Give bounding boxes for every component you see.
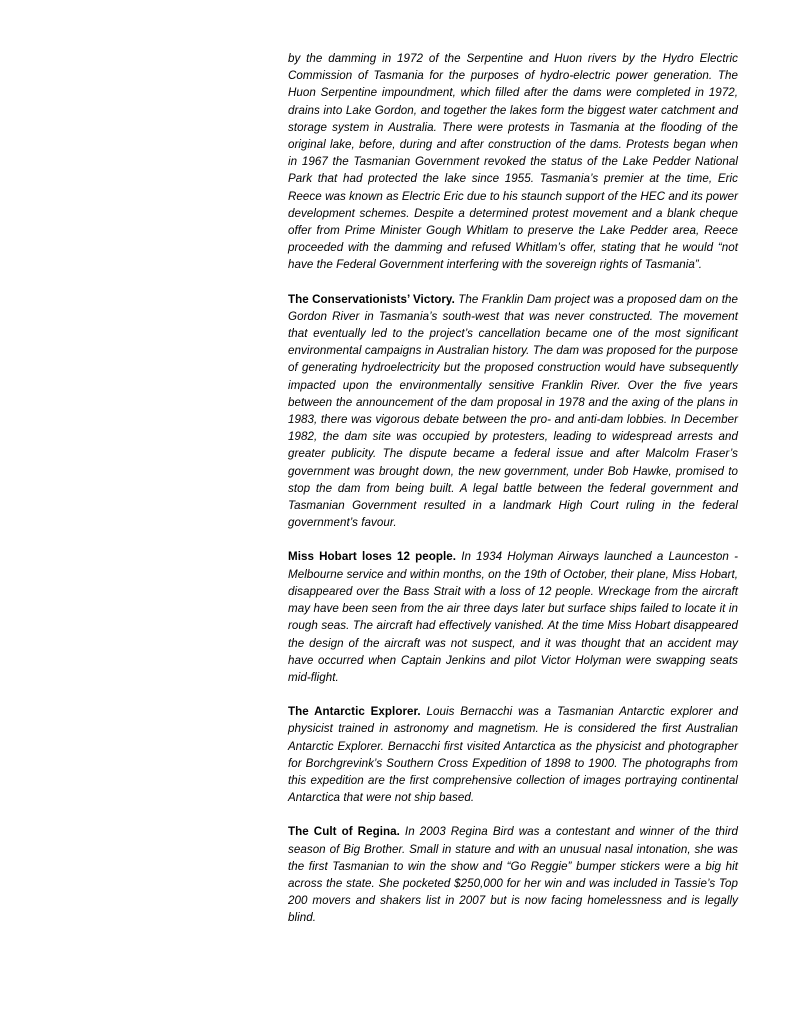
paragraph-lake-pedder	[288, 50, 738, 274]
paragraph-lead-in: The Conservationists’ Victory.	[288, 292, 455, 306]
paragraph-conservationists-victory	[288, 291, 738, 532]
paragraph-text: Louis Bernacchi was a Tasmanian Antarctic explorer and physicist trained in astronomy and magnetism. He is considered the first Australian Antarctic Explorer. Bernacchi first visited Antarctica as the physicist and photographer for Borchgrevink’s Southern Cross Expedition of 1898 to 1900. The photographs from this expedition are the first comprehensive collection of images portraying continental Antarctica that were not ship based.	[288, 705, 738, 805]
paragraph-miss-hobart	[288, 548, 738, 686]
paragraph-text: by the damming in 1972 of the Serpentine and Huon rivers by the Hydro Electric Commission of Tasmania for the purposes of hydro-electric power generation. The Huon Serpentine impoundment, which filled after the dams were completed in 1972, drains into Lake Gordon, and together the lakes form the biggest water catchment and storage system in Australia. There were protests in Tasmania at the flooding of the original lake, before, during and after construction of the dams. Protests began when in 1967 the Tasmanian Government revoked the status of the Lake Pedder National Park that had protected the lake since 1955. Tasmania’s premier at the time, Eric Reece was known as Electric Eric due to his staunch support of the HEC and its power development schemes. Despite a determined protest movement and a blank cheque offer from Prime Minister Gough Whitlam to preserve the Lake Pedder area, Reece proceeded with the damming and refused Whitlam’s offer, stating that he would “not have the Federal Government interfering with the sovereign rights of Tasmania”.	[288, 52, 738, 272]
paragraph-text: In 2003 Regina Bird was a contestant and winner of the third season of Big Brother. Small in stature and with an unusual nasal intonation, she was the first Tasmanian to win the show and “Go Reggie” bumper stickers were a big hit across the state. She pocketed $250,000 for her win and was included in Tassie’s Top 200 movers and shakers list in 2007 but is now facing homelessness and is legally blind.	[288, 825, 738, 925]
paragraph-text: The Franklin Dam project was a proposed dam on the Gordon River in Tasmania’s south-west that was never constructed. The movement that eventually led to the project’s cancellation became one of the most significant environmental campaigns in Australian history. The dam was proposed for the purpose of generating hydroelectricity but the proposed construction would have subsequently impacted upon the environmentally sensitive Franklin River. Over the five years between the announcement of the dam proposal in 1978 and the axing of the plans in 1983, there was vigorous debate between the pro- and anti-dam lobbies. In December 1982, the dam site was occupied by protesters, leading to widespread arrests and greater publicity. The dispute became a federal issue and after Malcolm Fraser’s government was brought down, the new government, under Bob Hawke, promised to stop the dam from being built. A legal battle between the federal government and Tasmanian Government resulted in a landmark High Court ruling in the federal government’s favour.	[288, 292, 738, 530]
paragraph-cult-of-regina	[288, 823, 738, 926]
paragraph-lead-in: The Cult of Regina.	[288, 825, 400, 839]
paragraph-text: In 1934 Holyman Airways launched a Launceston - Melbourne service and within months, on the 19th of October, their plane, Miss Hobart, disappeared over the Bass Strait with a loss of 12 people. Wreckage from the aircraft may have been seen from the air three days later but surface ships failed to locate it in rough seas. The aircraft had effectively vanished. At the time Miss Hobart disappeared the design of the aircraft was not suspect, and it was thought that an accident may have occurred when Captain Jenkins and pilot Victor Holyman were swapping seats mid-flight.	[288, 550, 738, 684]
paragraph-lead-in: The Antarctic Explorer.	[288, 705, 421, 719]
paragraph-lead-in: Miss Hobart loses 12 people.	[288, 550, 457, 564]
paragraph-antarctic-explorer	[288, 703, 738, 806]
page-body-text	[288, 50, 738, 927]
